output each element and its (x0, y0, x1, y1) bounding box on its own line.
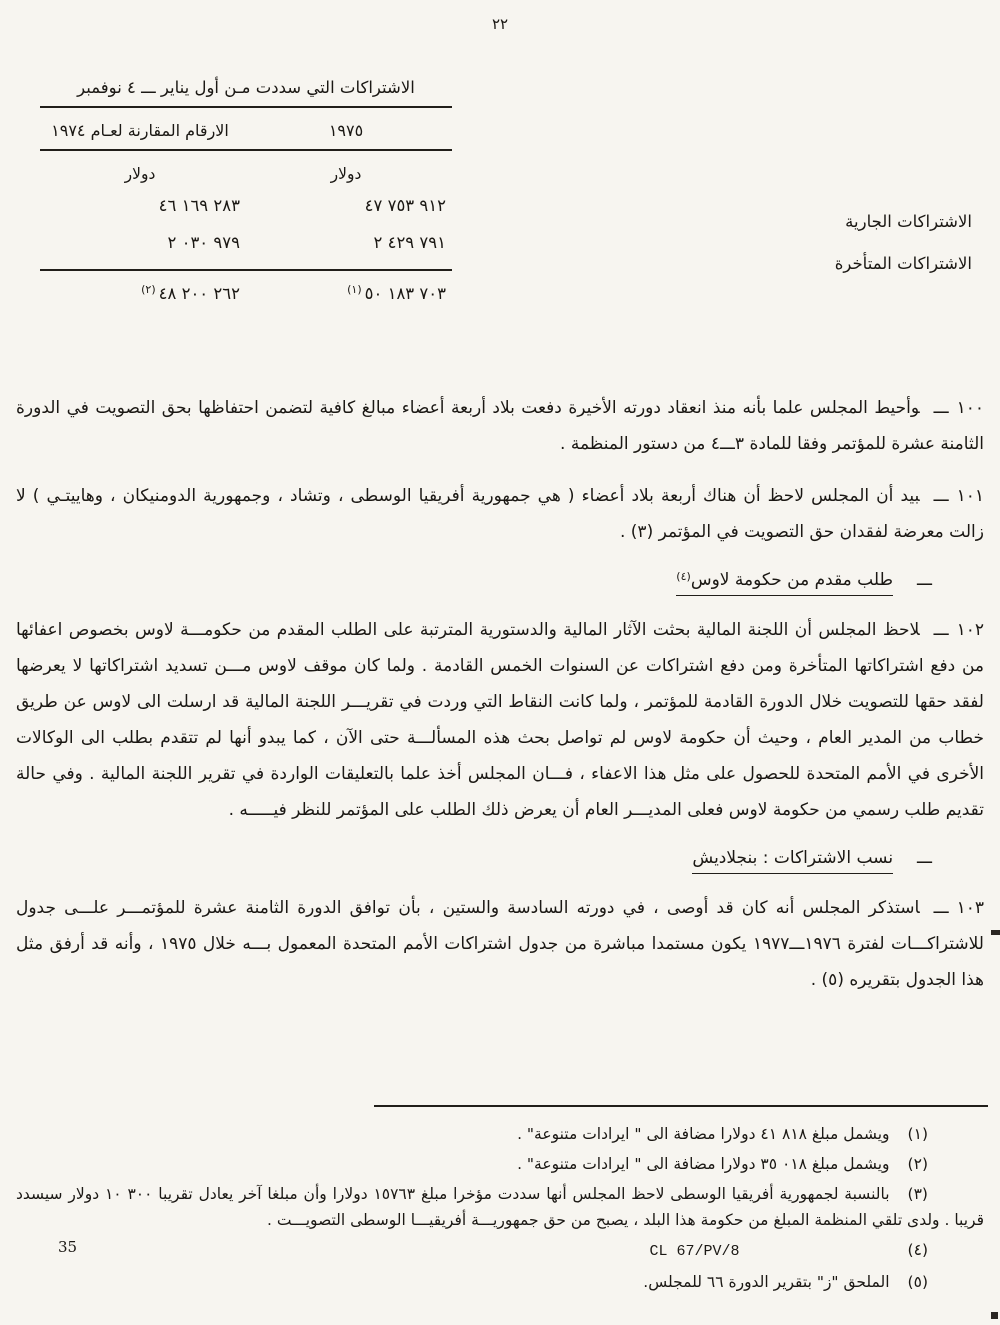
total-1975-value: ٥٠ ١٨٣ ٧٠٣ (364, 284, 446, 303)
footnote-3-marker: (٣) (907, 1185, 928, 1203)
paragraph-102-text: لاحظ المجلس أن اللجنة المالية بحثت الآثار المالية والدستورية المترتبة على الطلب المقدم من حكومـــة لاوس بخصوص اعفائها من دفع اشتراكاتها المتأخرة ومن دفع اشتراكات عن السنوات الخمس القادمة . ولما كان موقف لاوس مـــن تسديد اشتراكاتها لا يعرضها لفقد حقها للتصويت خلال الدورة القادمة للمؤتمر ، ولما كانت النقاط التي وردت في تقريـــر اللجنة المالية قد ارسلت الى لاوس عن طريق خطاب من المدير العام ، وحيث أن حكومة لاوس لم تواصل بحث هذه المسألـــة حتى الآن ، كما يبدو أنها لم تتقدم بطلب الى الوكالات الأخرى في الأمم المتحدة للحصول على مثل هذا الاعفاء ، فـــان المجلس أخذ علما بالتعليقات الواردة في تقرير اللجنة المالية . وفي حالة تقديم طلب رسمي من حكومة لاوس فعلى المديـــر العام أن يعرض ذلك الطلب على المؤتمر للنظر فيـــــه . (16, 620, 984, 820)
column-header-1975: ١٩٧٥ (328, 121, 364, 140)
table-unit-row (40, 151, 452, 187)
footnote-3-text: بالنسبة لجمهورية أفريقيا الوسطى لاحظ المجلس أنها سددت مؤخرا مبلغ ١٥٧٦٣ دولارا وأن مبلغا آخر يعادل تقريبا ٣٠٠ ١٠ دولار سيسدد قريبا . ولدى تلقي المنظمة المبلغ من حكومة هذا البلد ، يصبح من حق جمهوريـــة أفريقيـــا الوسطى التصويـــت . (16, 1185, 984, 1229)
heading-dash: ـــ (917, 848, 932, 868)
scan-artifact (991, 1312, 998, 1319)
paragraph-dash: ـــ (933, 398, 949, 418)
footnote-4 (16, 1237, 984, 1265)
footnote-2-text: ويشمل مبلغ ٠١٨ ٣٥ دولارا مضافة الى " ايرادات متنوعة" . (517, 1155, 890, 1173)
row-label-arrears-contributions: الاشتراكات المتأخرة (834, 254, 972, 273)
current-1974-value: ٤٦ ١٦٩ ٢٨٣ (158, 196, 240, 215)
heading-laos-text: طلب مقدم من حكومة لاوس (690, 570, 894, 590)
paragraph-102 (16, 612, 984, 828)
footnote-2 (16, 1151, 984, 1177)
table-numeric-area (40, 78, 452, 303)
footnote-1-marker: (١) (907, 1125, 928, 1143)
column-header-1974: الارقام المقارنة لعـام ١٩٧٤ (51, 121, 229, 140)
unit-label-1975: دولار (330, 165, 362, 183)
footnote-5 (16, 1269, 984, 1295)
current-1975-value: ٤٧ ٧٥٣ ٩١٢ (364, 196, 446, 215)
paragraph-101-text: بيد أن المجلس لاحظ أن هناك أربعة بلاد أعضاء ( هي جمهورية أفريقيا الوسطى ، وتشاد ، وجمهورية الدومنيكان ، وهاييتـي ) لا زالت معرضة لفقدان حق التصويت في المؤتمر (٣) . (16, 486, 984, 542)
arrears-1974-value: ٢ ٠٣٠ ٩٧٩ (167, 233, 240, 252)
paragraph-dash: ـــ (933, 898, 949, 918)
footnote-4-document-reference: CL 67/PV/8 (649, 1243, 740, 1260)
table-row-arrears (40, 224, 452, 261)
scan-artifact (991, 930, 1000, 935)
table-title: الاشتراكات التي سددت مـن أول يناير ـــ ٤ نوفمبر (40, 78, 452, 108)
paragraph-100-number: ١٠٠ (956, 398, 984, 418)
heading-dash: ـــ (917, 570, 932, 590)
footnote-2-marker: (٢) (907, 1155, 928, 1173)
heading-bangladesh-text: نسب الاشتراكات : بنجلاديش (692, 848, 894, 868)
footnote-5-text: الملحق "ز" بتقرير الدورة ٦٦ للمجلس. (643, 1273, 890, 1291)
arrears-1975-value: ٢ ٤٢٩ ٧٩١ (373, 233, 446, 252)
paragraph-100 (16, 390, 984, 462)
paragraph-103-number: ١٠٣ (956, 898, 984, 918)
row-label-current-contributions: الاشتراكات الجارية (845, 212, 972, 231)
total-1974-footnote-ref: (٢) (141, 283, 156, 296)
footnote-1-text: ويشمل مبلغ ٨١٨ ٤١ دولارا مضافة الى " ايرادات متنوعة" . (517, 1125, 890, 1143)
table-row-current (40, 187, 452, 224)
footnotes-list (16, 1121, 984, 1295)
paragraph-dash: ـــ (933, 486, 949, 506)
heading-contribution-rates-bangladesh (16, 848, 932, 874)
paragraph-102-number: ١٠٢ (956, 620, 984, 640)
footnote-4-marker: (٤) (907, 1241, 928, 1259)
total-1974-value: ٤٨ ٢٠٠ ٢٦٢ (158, 284, 240, 303)
table-column-headers (40, 108, 452, 151)
paragraph-100-text: وأحيط المجلس علما بأنه منذ انعقاد دورته الأخيرة دفعت بلاد أربعة أعضاء مبالغ كافية لتضمن احتفاظها بحق التصويت في الدورة الثامنة عشرة للمؤتمر وفقا للمادة ٣ـــ٤ من دستور المنظمة . (16, 398, 984, 454)
page-number-top: ٢٢ (491, 15, 509, 33)
paragraph-103 (16, 890, 984, 998)
footnotes-section (16, 1105, 984, 1295)
footnote-3 (16, 1181, 984, 1233)
footnote-1 (16, 1121, 984, 1147)
contributions-table (16, 78, 984, 366)
total-1975-footnote-ref: (١) (347, 283, 362, 296)
unit-label-1974: دولار (124, 165, 156, 183)
heading-laos-request (16, 570, 932, 596)
heading-laos-footnote-ref: (٤) (676, 570, 691, 583)
footnote-5-marker: (٥) (907, 1273, 928, 1291)
page-number-bottom: 35 (58, 1238, 78, 1256)
paragraph-dash: ـــ (933, 620, 949, 640)
table-row-totals (40, 269, 452, 303)
paragraph-101-number: ١٠١ (956, 486, 984, 506)
paragraph-101 (16, 478, 984, 550)
paragraph-103-text: استذكر المجلس أنه كان قد أوصى ، في دورته السادسة والستين ، بأن توافق الدورة الثامنة عشرة للمؤتمـــر علـــى جدول للاشتراكـــات لفترة ١٩٧٦ـــ١٩٧٧ يكون مستمدا مباشرة من جدول اشتراكات الأمم المتحدة المعمول بـــه خلال ١٩٧٥ ، وأنه قد أرفق مثل هذا الجدول بتقريره (٥) . (16, 898, 984, 990)
footnote-separator-rule (374, 1105, 988, 1107)
